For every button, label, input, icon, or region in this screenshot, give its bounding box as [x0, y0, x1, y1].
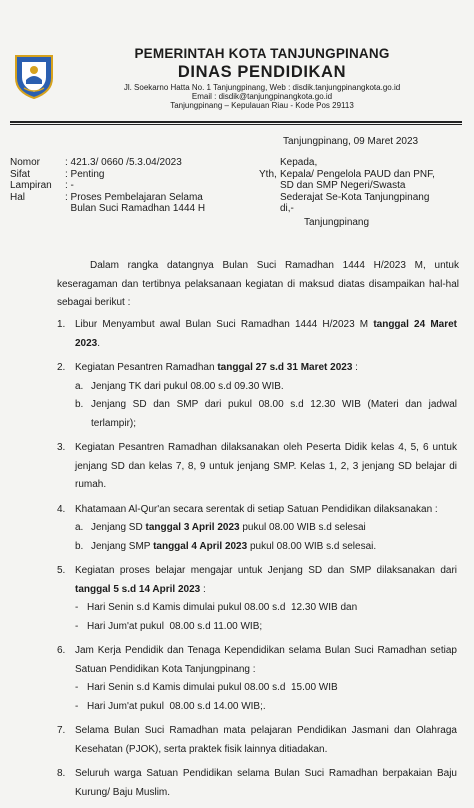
sub-marker: - [75, 682, 79, 693]
intro-paragraph [57, 257, 459, 313]
item-number: 6. [57, 645, 66, 656]
sub-item [75, 618, 457, 637]
address-line-2: Email : disdik@tanjungpinangkota.go.id [191, 92, 333, 102]
item-end: : [200, 583, 206, 595]
list-item [57, 439, 457, 495]
item-text: Selama Bulan Suci Ramadhan mata pelajaran Pendidikan Jasmani dan Olahraga Kesehatan (PJOK), serta praktek fisik lainnya ditiadakan. [75, 725, 457, 755]
recipient-city: Tanjungpinang [304, 217, 370, 228]
list-item [57, 722, 457, 759]
letter-meta [10, 157, 245, 215]
letterhead-department: DINAS PENDIDIKAN [177, 63, 347, 81]
item-text: Kegiatan Pesantren Ramadhan dilaksanakan oleh Peserta Didik kelas 4, 5, 6 untuk jenjang SD dan kelas 7, 8, 9 untuk jenjang SMP. Kelas 1, 2, 3 jenjang SD belajar di rumah. [75, 442, 457, 490]
list-item [57, 316, 457, 353]
meta-row-subject [10, 192, 245, 204]
address-line-3: Tanjungpinang – Kepulauan Riau - Kode Pos 29113 [170, 101, 354, 111]
sub-item [75, 538, 457, 557]
address-line-1: Jl. Soekarno Hatta No. 1 Tanjungpinang, Web : disdik.tanjungpinangkota.go.id [123, 83, 401, 92]
letterhead-government: PEMERINTAH KOTA TANJUNGPINANG [134, 46, 390, 61]
item-end: . [97, 337, 101, 349]
meta-key: Hal [10, 191, 26, 203]
sub-marker: b. [75, 540, 84, 552]
recipient-line-3: Sederajat Se-Kota Tanjungpinang [280, 191, 430, 203]
item-number: 1. [57, 319, 66, 330]
meta-key: Sifat [10, 168, 31, 180]
sub-item [75, 519, 457, 538]
meta-key [10, 203, 65, 215]
item-number: 2. [57, 362, 66, 373]
meta-value: : Penting [65, 168, 105, 180]
sub-item [75, 698, 457, 717]
sub-bold: tanggal 3 April 2023 [145, 522, 240, 533]
item-text: Seluruh warga Satuan Pendidikan selama Bulan Suci Ramadhan berpakaian Baju Kurung/ Baju Muslim. [75, 768, 457, 798]
letterhead-address [60, 83, 464, 111]
meta-key: Nomor [10, 157, 41, 168]
meta-row-number [10, 157, 245, 169]
sub-item [75, 679, 457, 698]
item-number: 5. [57, 565, 66, 576]
sub-marker: - [75, 700, 79, 712]
sub-marker: a. [75, 522, 84, 533]
item-bold: tanggal 27 s.d 31 Maret 2023 [217, 362, 353, 373]
item-bold: tanggal 5 s.d 14 April 2023 [75, 583, 201, 595]
intro-text: Dalam rangka datangnya Bulan Suci Ramadhan 1444 H/2023 M, untuk keseragaman dan tertibnya pelaksanaan kegiatan di maksud diatas disampaikan hal-hal sebagai berikut : [57, 260, 459, 308]
item-text: Jam Kerja Pendidik dan Tenaga Kependidikan selama Bulan Suci Ramadhan setiap Satuan Pendidikan Kota Tanjungpinang : [75, 645, 457, 675]
item-end: : [352, 362, 358, 373]
recipient-line-2: SD dan SMP Negeri/Swasta [280, 180, 406, 191]
meta-row-nature [10, 169, 245, 181]
list-item [57, 562, 457, 636]
sub-item [75, 396, 457, 433]
item-number: 8. [57, 768, 66, 779]
item-text: Kegiatan proses belajar mengajar untuk Jenjang SD dan SMP dilaksanakan dari [75, 565, 457, 576]
recipient-kepada: Kepada, [280, 157, 318, 168]
sub-text: Hari Jum'at pukul 08.00 s.d 11.00 WIB; [87, 620, 263, 632]
sub-text: Hari Senin s.d Kamis dimulai pukul 08.00 s.d 15.00 WIB [87, 682, 338, 693]
recipient-line-4: di,- [280, 203, 294, 214]
sub-marker: b. [75, 399, 84, 410]
meta-row-subject-cont [10, 203, 245, 215]
instruction-list [57, 316, 457, 808]
item-number: 4. [57, 503, 66, 515]
meta-value: : - [65, 180, 74, 191]
item-bold: tanggal 24 Maret 2023 [75, 319, 457, 349]
sub-text: Jenjang SMP [91, 540, 154, 552]
item-text: Khatamaan Al-Qur'an secara serentak di setiap Satuan Pendidikan dilaksanakan : [75, 503, 438, 515]
sub-text: Jenjang TK dari pukul 08.00 s.d 09.30 WIB. [91, 380, 284, 392]
list-item [57, 642, 457, 716]
meta-value: Bulan Suci Ramadhan 1444 H [65, 203, 206, 214]
meta-key: Lampiran [10, 180, 52, 191]
letterhead-rule-thin [10, 124, 462, 125]
sub-text: Hari Jum'at pukul 08.00 s.d 14.00 WIB;. [87, 700, 266, 712]
item-text: Libur Menyambut awal Bulan Suci Ramadhan 1444 H/2023 M [75, 319, 374, 330]
meta-row-attachment [10, 180, 245, 192]
list-item [57, 359, 457, 433]
list-item [57, 501, 457, 557]
sub-text-end: pukul 08.00 WIB s.d selesai. [247, 540, 377, 552]
sub-bold: tanggal 4 April 2023 [153, 540, 248, 552]
recipient-yth: Yth, [259, 168, 277, 180]
sub-text: Hari Senin s.d Kamis dimulai pukul 08.00 s.d 12.30 WIB dan [87, 602, 358, 613]
sub-item [75, 378, 457, 397]
sub-marker: - [75, 620, 79, 632]
list-item [57, 765, 457, 802]
sub-text: Jenjang SD dan SMP dari pukul 08.00 s.d 12.30 WIB (Materi dan jadwal terlampir); [91, 399, 457, 429]
recipient-line-1: Kepala/ Pengelola PAUD dan PNF, [280, 168, 435, 180]
sub-marker: a. [75, 380, 84, 392]
sub-text: Jenjang SD [91, 522, 146, 533]
sub-item [75, 599, 457, 618]
letterhead-rule-thick [10, 121, 462, 123]
item-text: Kegiatan Pesantren Ramadhan [75, 362, 218, 373]
item-number: 3. [57, 442, 66, 453]
city-crest-icon [12, 50, 56, 100]
item-number: 7. [57, 725, 66, 736]
sub-text-end: pukul 08.00 WIB s.d selesai [239, 522, 366, 533]
letter-date: Tanjungpinang, 09 Maret 2023 [283, 136, 419, 147]
meta-value: : 421.3/ 0660 /5.3.04/2023 [65, 157, 182, 168]
sub-marker: - [75, 602, 79, 613]
meta-value: : Proses Pembelajaran Selama [65, 191, 203, 203]
